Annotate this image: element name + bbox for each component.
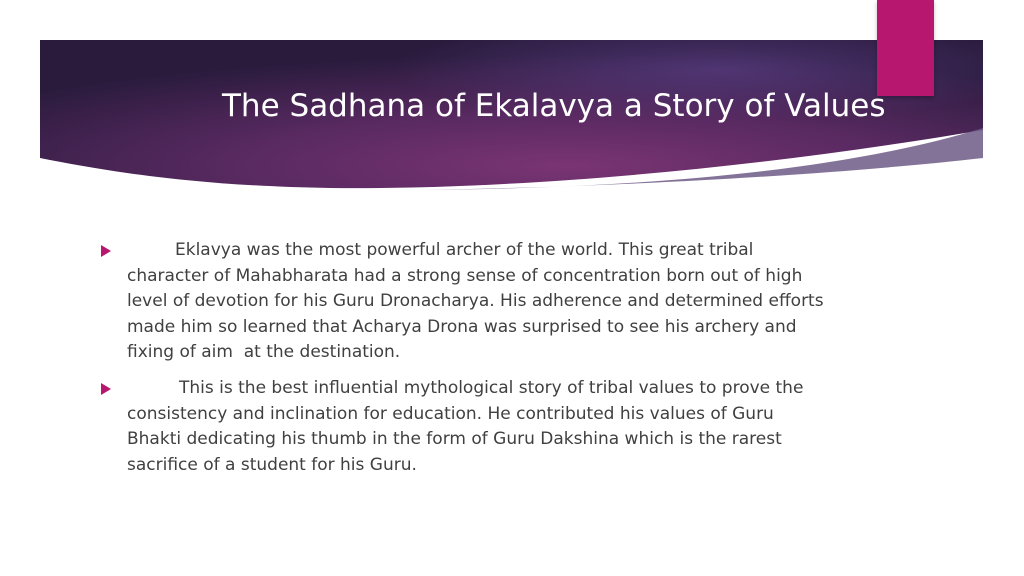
bullet-item xyxy=(0,376,1024,478)
accent-tab xyxy=(877,0,934,96)
bullet-item xyxy=(0,238,1024,366)
bullet-list xyxy=(0,238,1024,488)
bullet-text: This is the best influential mythological story of tribal values to prove the consistency and inclination for education. He contributed his values of Guru Bhakti dedicating his thumb in the form of Guru Dakshina which is the rarest sacrifice of a student for his Guru. xyxy=(127,377,809,475)
slide-title: The Sadhana of Ekalavya a Story of Values xyxy=(222,88,886,124)
bullet-text: Eklavya was the most powerful archer of the world. This great tribal character of Mahabharata had a strong sense of concentration born out of high level of devotion for his Guru Dronacharya. His adherence and determined efforts made him so learned that Acharya Drona was surprised to see his archery and fixing of aim at the destination. xyxy=(127,240,829,363)
triangle-bullet-icon xyxy=(101,383,111,395)
triangle-bullet-icon xyxy=(101,245,111,257)
